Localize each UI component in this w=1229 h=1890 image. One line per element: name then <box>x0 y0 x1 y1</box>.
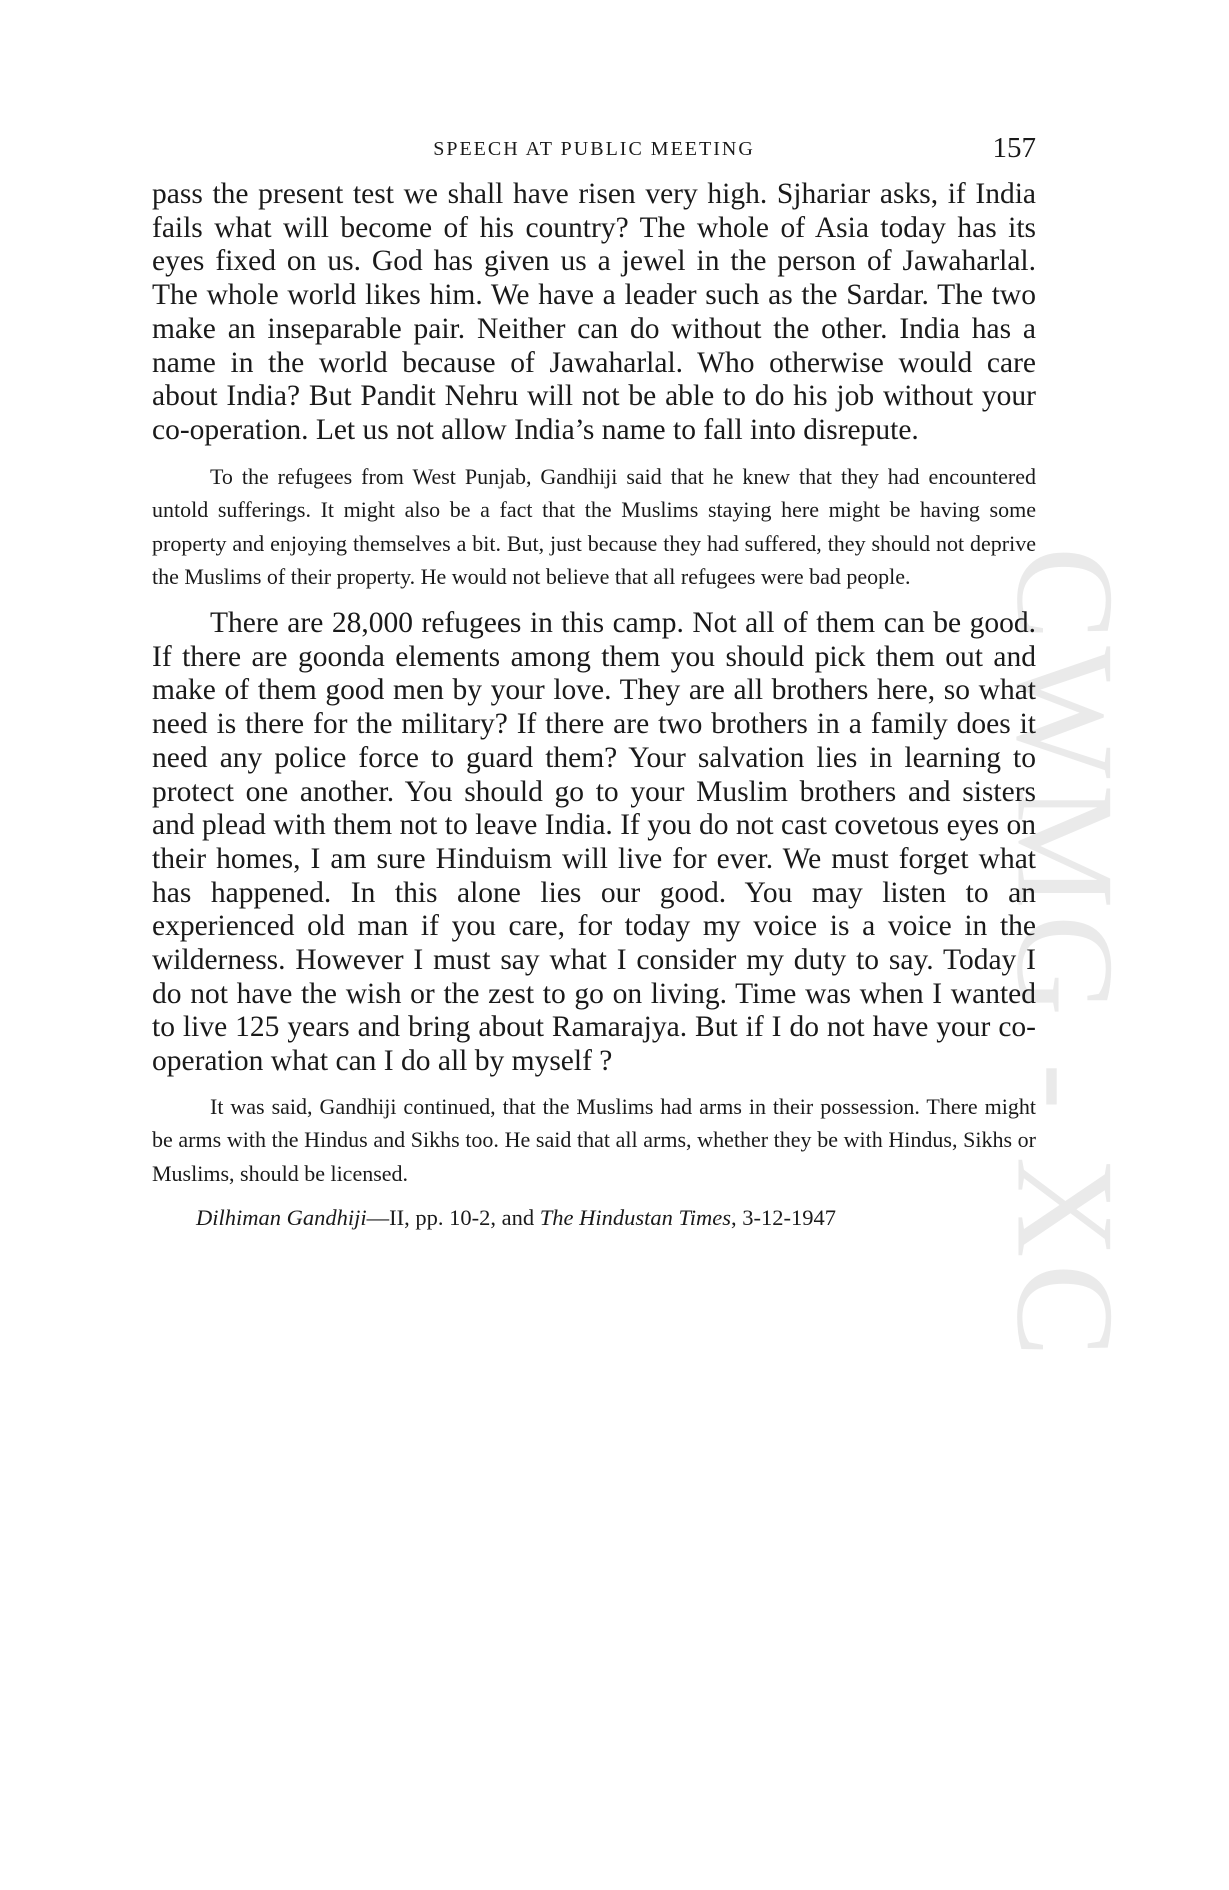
paragraph-1: pass the present test we shall have risen very high. Sjhariar asks, if India fails what will become of his country? The whole of Asia today has its eyes fixed on us. God has given us a jewel in the person of Jawaharlal. The whole world likes him. We have a leader such as the Sardar. The two make an inseparable pair. Neither can do without the other. India has a name in the world because of Jawaharlal. Who otherwise would care about India? But Pandit Nehru will not be able to do his job without your co-operation. Let us not allow India’s name to fall into disrepute. <box>152 178 1036 446</box>
paragraph-3: There are 28,000 refugees in this camp. Not all of them can be good. If there are goonda elements among them you should pick them out and make of them good men by your love. They are all brothers here, so what need is there for the military? If there are two brothers in a family does it need any police force to guard them? Your salvation lies in learning to protect one another. You should go to your Muslim brothers and sisters and plead with them not to leave India. If you do not cast covetous eyes on their homes, I am sure Hinduism will live for ever. We must forget what has happened. In this alone lies our good. You may listen to an experienced old man if you care, for today my voice is a voice in the wilderness. However I must say what I consider my duty to say. Today I do not have the wish or the zest to go on living. Time was when I wanted to live 125 years and bring about Ramarajya. But if I do not have your co-operation what can I do all by myself ? <box>152 607 1036 1078</box>
page-body <box>152 178 1036 1235</box>
source-title-1: Dilhiman Gandhiji <box>196 1204 367 1230</box>
page-header <box>152 132 1036 166</box>
page-number: 157 <box>992 132 1036 164</box>
source-title-2: The Hindustan Times <box>539 1204 732 1230</box>
source-date: , 3-12-1947 <box>731 1204 837 1230</box>
running-title: SPEECH AT PUBLIC MEETING <box>433 138 755 160</box>
source-citation <box>152 1201 1036 1235</box>
paragraph-2-reported: To the refugees from West Punjab, Gandhiji said that he knew that they had encountered untold sufferings. It might also be a fact that the Muslims staying here might be having some property and enjoying themselves a bit. But, just because they had suffered, they should not deprive the Muslims of their property. He would not believe that all refugees were bad people. <box>152 463 1036 590</box>
watermark-text: CWMG - XC <box>987 546 1143 1364</box>
paragraph-4-reported: It was said, Gandhiji continued, that the Muslims had arms in their possession. There might be arms with the Hindus and Sikhs too. He said that all arms, whether they be with Hindus, Sikhs or Muslims, should be licensed. <box>152 1093 1036 1187</box>
source-pages: —II, pp. 10-2, and <box>366 1204 540 1230</box>
